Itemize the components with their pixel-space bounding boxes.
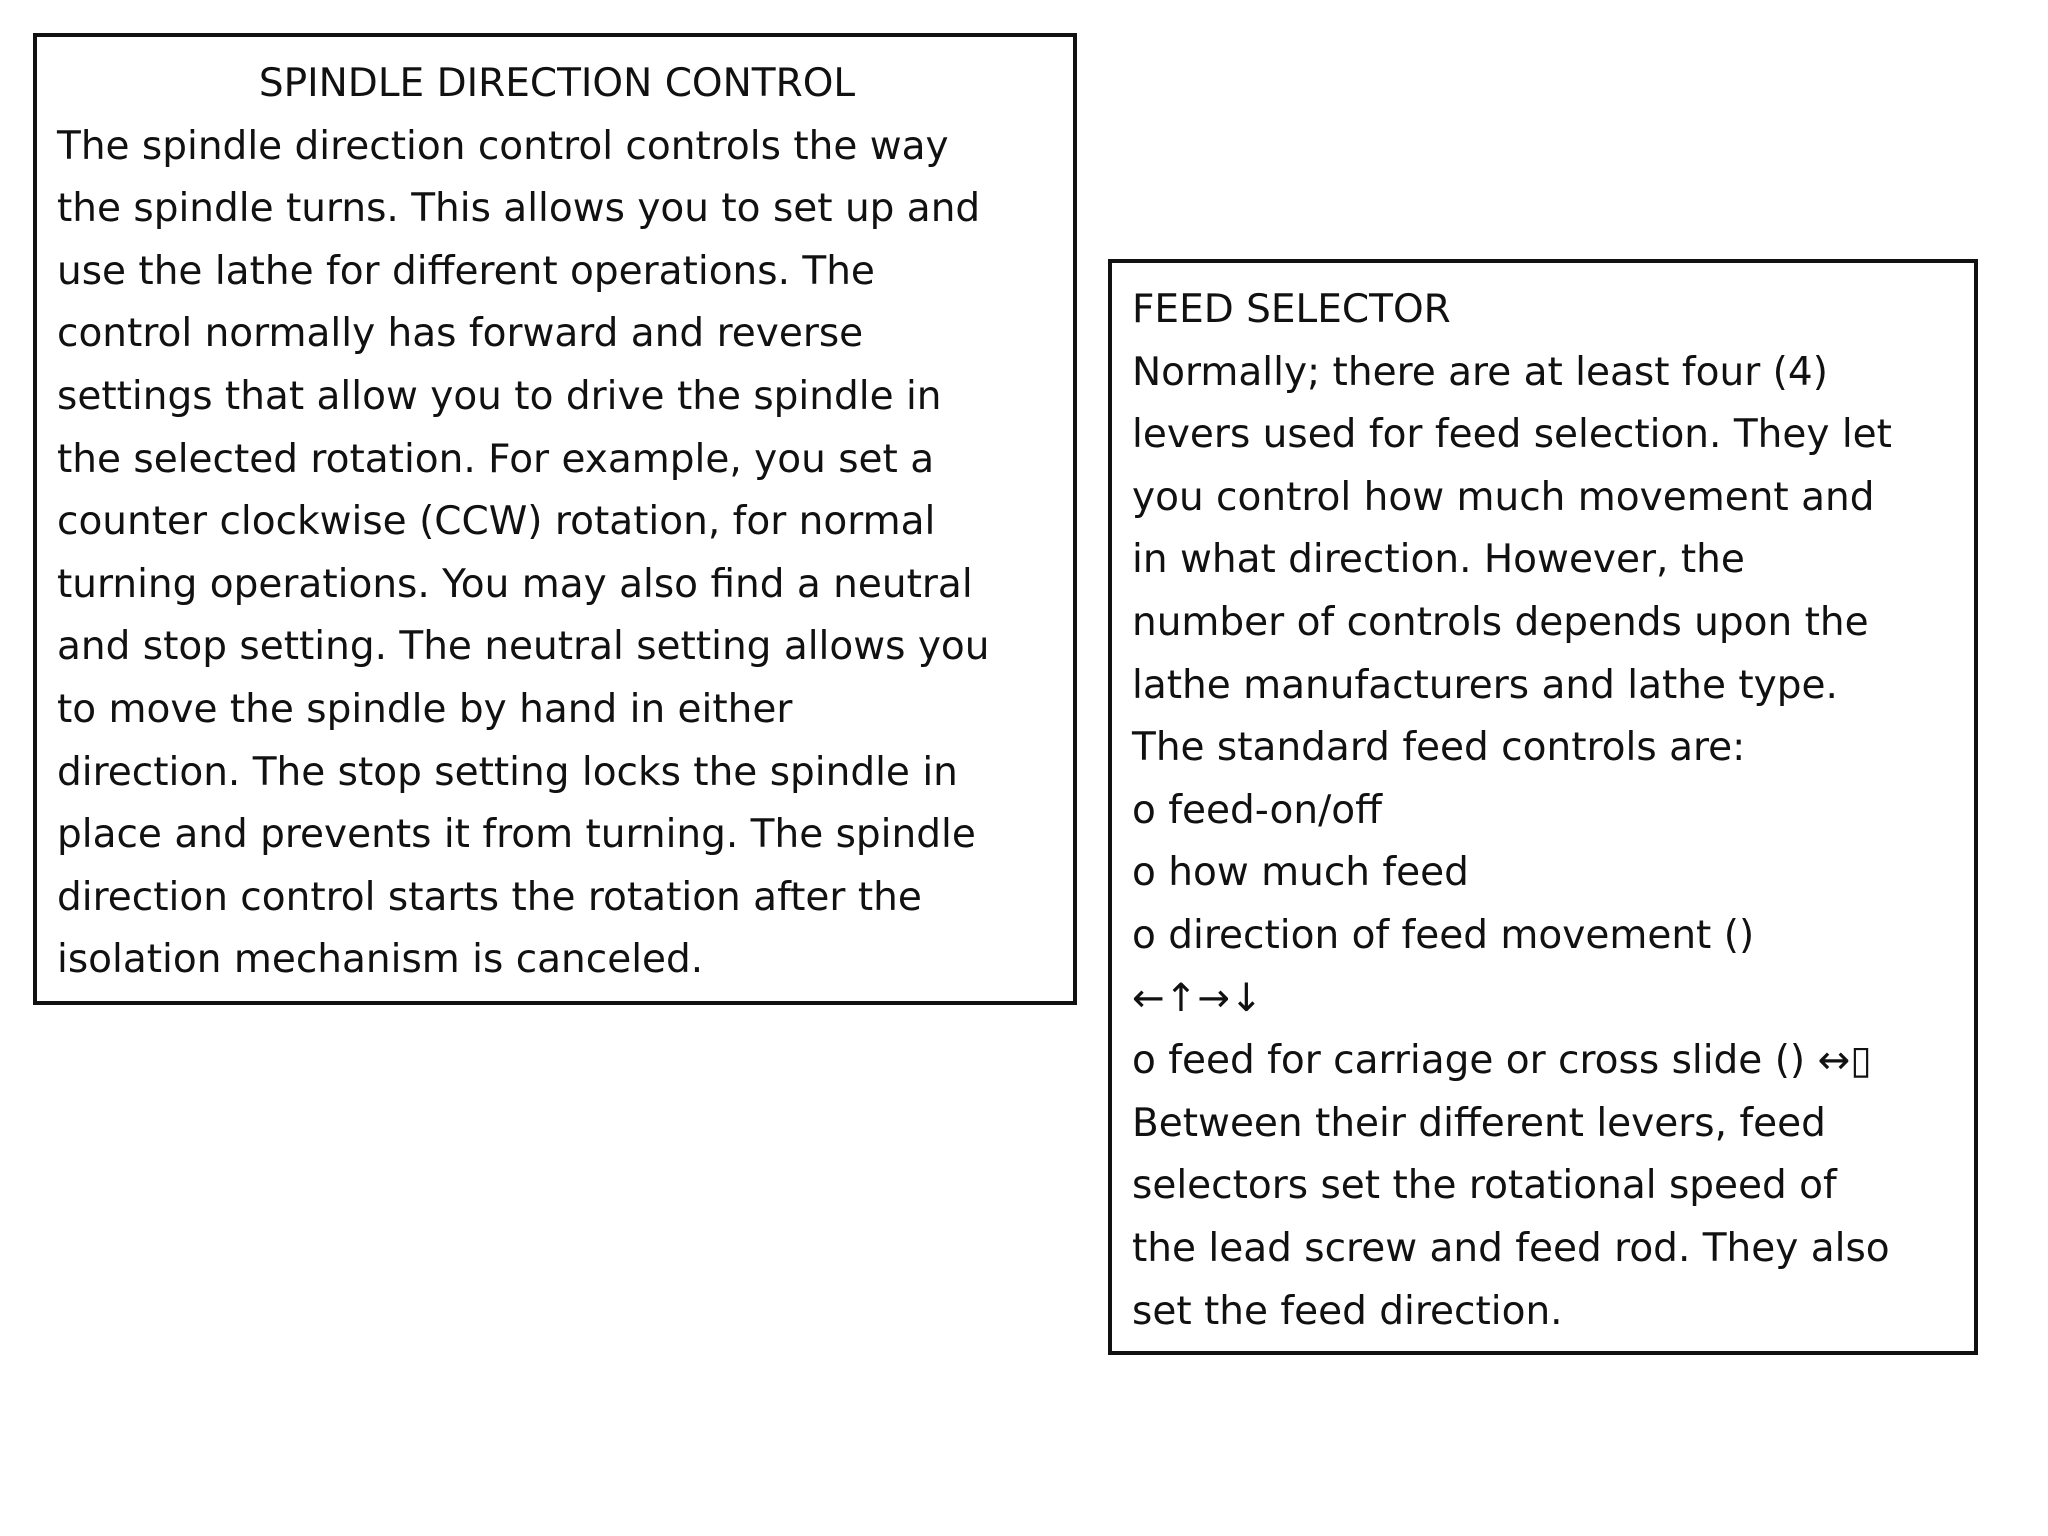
feed-text-line: lathe manufacturers and lathe type. xyxy=(1132,662,1838,708)
feed-text-line: levers used for feed selection. They let xyxy=(1132,412,1892,458)
feed-list-item: o feed for carriage or cross slide () ↔▯ xyxy=(1132,1038,1872,1084)
feed-text-line: the lead screw and feed rod. They also xyxy=(1132,1225,1890,1271)
spindle-text-line: the selected rotation. For example, you set a xyxy=(57,436,935,482)
feed-text-line: in what direction. However, the xyxy=(1132,537,1745,583)
spindle-text-line: isolation mechanism is canceled. xyxy=(57,937,704,983)
spindle-text-line: direction. The stop setting locks the spindle in xyxy=(57,749,958,795)
feed-list-item: o how much feed xyxy=(1132,850,1469,896)
spindle-direction-control-panel xyxy=(33,33,1077,1005)
spindle-text-line: settings that allow you to drive the spindle in xyxy=(57,373,942,419)
spindle-text-line: to move the spindle by hand in either xyxy=(57,686,793,732)
direction-arrows-line: ←↑→↓ xyxy=(1132,975,1263,1021)
spindle-text-line: turning operations. You may also find a neutral xyxy=(57,561,973,607)
spindle-text-line: counter clockwise (CCW) rotation, for normal xyxy=(57,499,936,545)
feed-text-line: number of controls depends upon the xyxy=(1132,599,1869,645)
feed-selector-panel xyxy=(1108,259,1978,1355)
feed-text-line: you control how much movement and xyxy=(1132,474,1875,520)
feed-text-line: The standard feed controls are: xyxy=(1132,725,1746,771)
spindle-text-line: the spindle turns. This allows you to set up and xyxy=(57,186,981,232)
feed-text-line: Normally; there are at least four (4) xyxy=(1132,349,1828,395)
spindle-panel-title: SPINDLE DIRECTION CONTROL xyxy=(258,61,856,106)
feed-list-item: o feed-on/off xyxy=(1132,787,1382,833)
spindle-text-line: place and prevents it from turning. The spindle xyxy=(57,812,976,858)
feed-text-line: Between their different levers, feed xyxy=(1132,1100,1826,1146)
spindle-text-line: control normally has forward and reverse xyxy=(57,311,864,357)
feed-text-line: selectors set the rotational speed of xyxy=(1132,1163,1837,1209)
spindle-text-line: and stop setting. The neutral setting allows you xyxy=(57,624,990,670)
feed-list-item: o direction of feed movement () xyxy=(1132,912,1755,958)
feed-panel-title: FEED SELECTOR xyxy=(1132,287,1451,332)
spindle-text-line: The spindle direction control controls the way xyxy=(57,123,949,169)
feed-text-line: set the feed direction. xyxy=(1132,1288,1563,1334)
spindle-text-line: use the lathe for different operations. The xyxy=(57,248,875,294)
spindle-text-line: direction control starts the rotation after the xyxy=(57,874,922,920)
